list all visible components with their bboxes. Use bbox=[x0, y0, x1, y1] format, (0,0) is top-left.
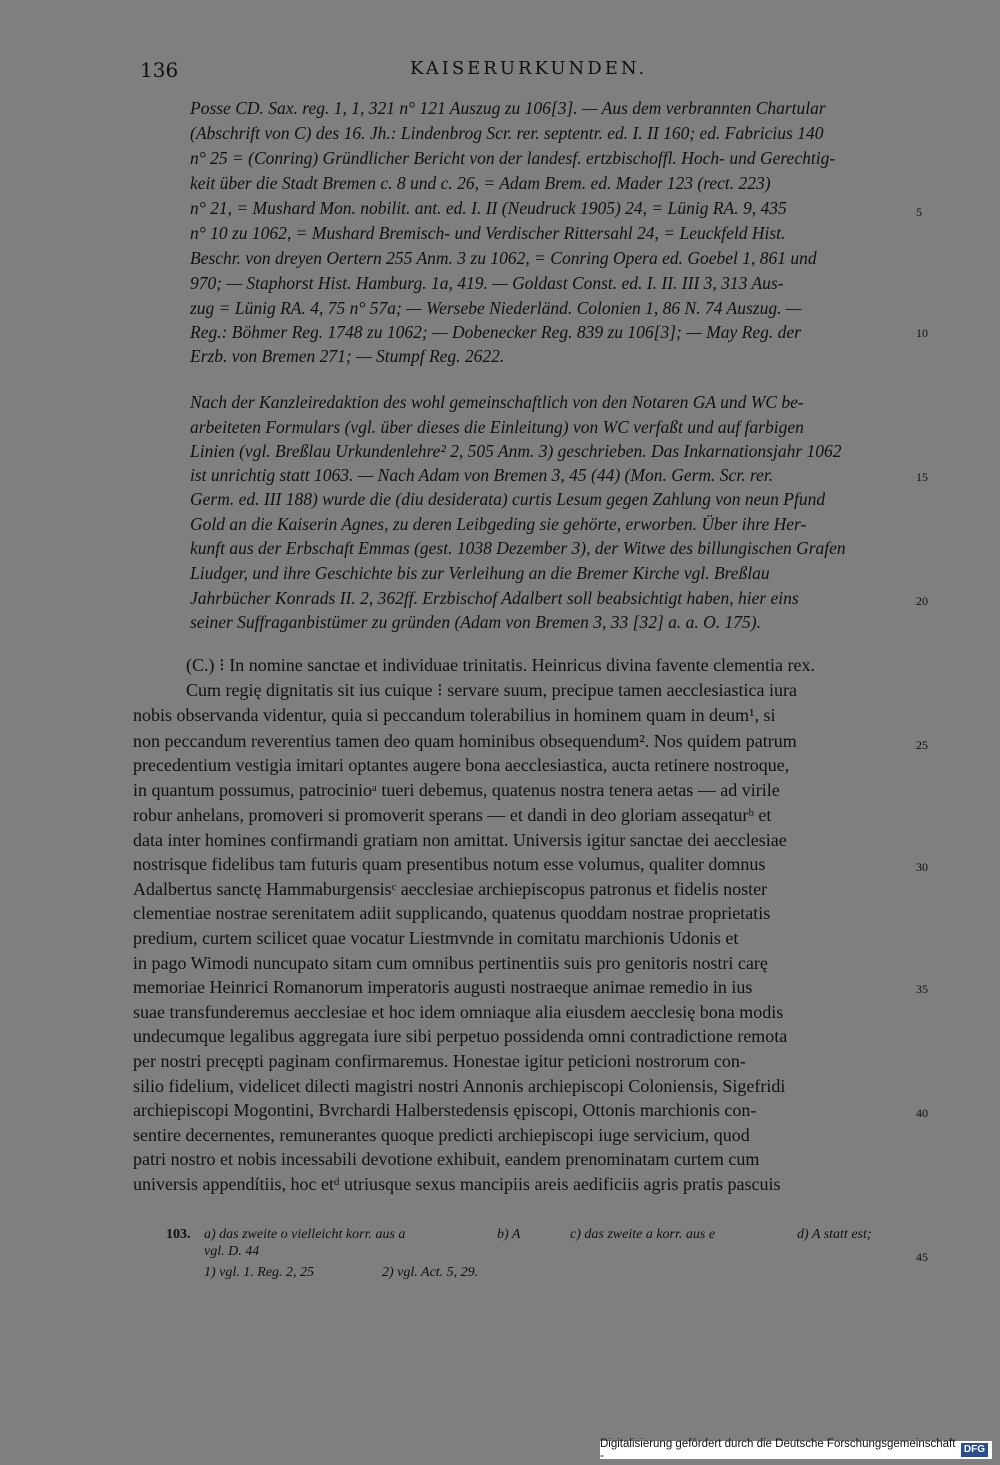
margin-number: 35 bbox=[916, 982, 928, 996]
charter-line: clementiae nostrae serenitatem adiit supplicando, quatenus quoddam nostrae proprietatis bbox=[133, 903, 771, 923]
source-line: Posse CD. Sax. reg. 1, 1, 321 n° 121 Auszug zu 106[3]. — Aus dem verbrannten Chartular bbox=[190, 98, 826, 118]
margin-number: 25 bbox=[916, 738, 928, 752]
running-title: KAISERURKUNDEN. bbox=[410, 58, 648, 79]
source-line: n° 10 zu 1062, = Mushard Bremisch- und Verdischer Rittersahl 24, = Leuckfeld Hist. bbox=[190, 223, 786, 243]
commentary-line: seiner Suffraganbistümer zu gründen (Adam von Bremen 3, 33 [32] a. a. O. 175). bbox=[190, 612, 761, 632]
charter-line: Cum regię dignitatis sit ius cuique ⁝ servare suum, precipue tamen aecclesiastica iura bbox=[186, 680, 798, 700]
charter-line: suae transfunderemus aecclesiae et hoc idem omniaque alia eiusdem aecclesię bona modis bbox=[133, 1002, 784, 1022]
commentary-line: Gold an die Kaiserin Agnes, zu deren Leibgeding sie gehörte, erworben. Über ihre Her- bbox=[190, 514, 807, 534]
source-line: 970; — Staphorst Hist. Hamburg. 1a, 419. — Goldast Const. ed. I. II. III 3, 313 Aus- bbox=[190, 273, 784, 293]
source-line: n° 25 = (Conring) Gründlicher Bericht von der landesf. ertzbischoffl. Hoch- und Gerechtig- bbox=[190, 148, 836, 168]
margin-number: 30 bbox=[916, 860, 928, 874]
source-line: n° 21, = Mushard Mon. nobilit. ant. ed. I. II (Neudruck 1905) 24, = Lünig RA. 9, 435 bbox=[190, 198, 787, 218]
footnote-doc-number: 103. bbox=[166, 1227, 191, 1242]
commentary-line: Liudger, und ihre Geschichte bis zur Verleihung an die Bremer Kirche vgl. Breßlau bbox=[190, 563, 770, 583]
commentary-line: arbeiteten Formulars (vgl. über dieses die Einleitung) von WC verfaßt und auf farbigen bbox=[190, 417, 804, 437]
source-line: Reg.: Böhmer Reg. 1748 zu 1062; — Dobenecker Reg. 839 zu 106[3]; — May Reg. der bbox=[190, 322, 801, 342]
charter-line: precedentium vestigia imitari optantes augere bona aecclesiastica, aucta retinere nostroque, bbox=[133, 755, 790, 775]
charter-line: Adalbertus sanctę Hammaburgensisᶜ aecclesiae archiepiscopus patronus et fidelis noster bbox=[133, 879, 768, 899]
commentary-line: kunft aus der Erbschaft Emmas (gest. 1038 Dezember 3), der Witwe des billungischen Grafen bbox=[190, 538, 846, 558]
margin-number: 40 bbox=[916, 1106, 928, 1120]
commentary-line: Linien (vgl. Breßlau Urkundenlehre² 2, 505 Anm. 3) geschrieben. Das Inkarnationsjahr 1062 bbox=[190, 441, 842, 461]
footnote-b: b) A bbox=[497, 1227, 521, 1242]
charter-line: sentire decernentes, remunerantes quoque predicti archiepiscopi iuge servicium, quod bbox=[133, 1125, 750, 1145]
commentary-line: Germ. ed. III 188) wurde die (diu desiderata) curtis Lesum gegen Zahlung von neun Pfund bbox=[190, 489, 826, 509]
commentary-line: Jahrbücher Konrads II. 2, 362ff. Erzbischof Adalbert soll beabsichtigt haben, hier eins bbox=[190, 588, 799, 608]
charter-line: archiepiscopi Mogontini, Bvrchardi Halberstedensis ępiscopi, Ottonis marchionis con- bbox=[133, 1100, 757, 1120]
charter-line: (C.) ⁝ In nomine sanctae et individuae trinitatis. Heinricus divina favente clementia rex. bbox=[186, 655, 816, 675]
margin-number: 20 bbox=[916, 594, 928, 608]
footnote-d: d) A statt est; bbox=[797, 1227, 872, 1242]
charter-line: nostrisque fidelibus tam futuris quam presentibus notum esse volumus, qualiter domnus bbox=[133, 854, 766, 874]
source-line: (Abschrift von C) des 16. Jh.: Lindenbrog Scr. rer. septentr. ed. I. II 160; ed. Fabricius 140 bbox=[190, 123, 824, 143]
source-line: keit über die Stadt Bremen c. 8 und c. 26, = Adam Brem. ed. Mader 123 (rect. 223) bbox=[190, 173, 771, 193]
margin-number: 10 bbox=[916, 326, 928, 340]
source-line: zug = Lünig RA. 4, 75 n° 57a; — Wersebe Niederländ. Colonien 1, 86 N. 74 Auszug. — bbox=[190, 298, 802, 318]
footnote-2: 2) vgl. Act. 5, 29. bbox=[382, 1265, 479, 1280]
charter-line: silio fidelium, videlicet dilecti magistri nostri Annonis archiepiscopi Coloniensis, Sigefridi bbox=[133, 1076, 786, 1096]
source-line: Beschr. von dreyen Oertern 255 Anm. 3 zu 1062, = Conring Opera ed. Goebel 1, 861 und bbox=[190, 248, 817, 268]
charter-line: robur anhelans, promoveri si promoverit sperans — et dandi in deo gloriam asseqaturᵇ et bbox=[133, 805, 772, 825]
charter-line: undecumque legalibus aggregata iure sibi perpetuo possidenda omni contradictione remota bbox=[133, 1026, 788, 1046]
funding-footer bbox=[600, 1438, 992, 1462]
charter-line: data inter homines confirmandi gratiam non amittat. Universis igitur sanctae dei aecclesiae bbox=[133, 830, 787, 850]
source-line: Erzb. von Bremen 271; — Stumpf Reg. 2622. bbox=[190, 346, 505, 366]
charter-line: memoriae Heinrici Romanorum imperatoris augusti nostraeque animae remedio in ius bbox=[133, 977, 753, 997]
commentary-line: ist unrichtig statt 1063. — Nach Adam von Bremen 3, 45 (44) (Mon. Germ. Scr. rer. bbox=[190, 465, 774, 485]
charter-line: non peccandum reverentius tamen deo quam hominibus obsequendum². Nos quidem patrum bbox=[133, 731, 797, 751]
charter-line: in pago Wimodi nuncupato sitam cum omnibus pertinentiis suis pro genitoris nostri carę bbox=[133, 953, 768, 973]
footnote-d-cont: vgl. D. 44 bbox=[204, 1244, 260, 1259]
dfg-logo-icon: DFG bbox=[961, 1443, 988, 1457]
commentary-line: Nach der Kanzleiredaktion des wohl gemeinschaftlich von den Notaren GA und WC be- bbox=[190, 392, 804, 412]
charter-line: universis appendítiis, hoc etᵈ utriusque sexus mancipiis areis aedificiis agris pratis pascuis bbox=[133, 1174, 781, 1194]
margin-number: 15 bbox=[916, 470, 928, 484]
charter-line: in quantum possumus, patrocinioᵃ tueri debemus, quatenus nostra tenera aetas — ad virile bbox=[133, 780, 780, 800]
margin-number: 45 bbox=[916, 1250, 928, 1264]
charter-line: predium, curtem scilicet quae vocatur Liestmvnde in comitatu marchionis Udonis et bbox=[133, 928, 739, 948]
footer-text: Digitalisierung gefördert durch die Deutsche Forschungsgemeinschaft - bbox=[600, 1438, 956, 1462]
charter-line: nobis observanda videntur, quia si peccandum tolerabilius in hominem quam in deum¹, si bbox=[133, 705, 776, 725]
footnote-a: a) das zweite o vielleicht korr. aus a bbox=[204, 1227, 406, 1242]
page-number: 136 bbox=[140, 58, 179, 82]
charter-line: patri nostro et nobis incessabili devotione exhibuit, eandem prenominatam curtem cum bbox=[133, 1149, 760, 1169]
footnote-c: c) das zweite a korr. aus e bbox=[570, 1227, 716, 1242]
margin-number: 5 bbox=[916, 205, 922, 219]
footnote-1: 1) vgl. 1. Reg. 2, 25 bbox=[204, 1265, 315, 1280]
charter-line: per nostri precępti paginam confirmaremus. Honestae igitur peticioni nostrorum con- bbox=[133, 1051, 746, 1071]
